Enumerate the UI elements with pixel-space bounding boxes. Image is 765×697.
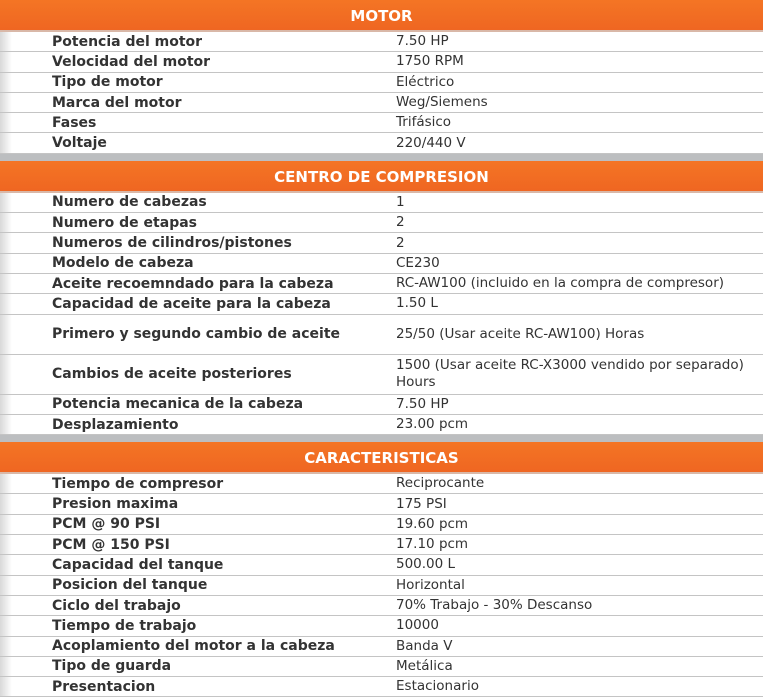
spec-label: Aceite recoemndado para la cabeza <box>52 275 334 292</box>
table-row <box>0 274 763 294</box>
spec-label: PCM @ 150 PSI <box>52 536 170 553</box>
spec-value: 1.50 L <box>396 295 438 312</box>
table-row <box>0 193 763 213</box>
table-row <box>0 52 763 72</box>
spec-label: Ciclo del trabajo <box>52 597 181 614</box>
spec-value: 10000 <box>396 617 439 634</box>
spec-label: Presentacion <box>52 678 156 695</box>
spec-label: Voltaje <box>52 135 107 152</box>
spec-value: 25/50 (Usar aceite RC-AW100) Horas <box>396 325 645 342</box>
spec-label: Posicion del tanque <box>52 577 208 594</box>
table-row <box>0 133 763 153</box>
table-row <box>0 515 763 535</box>
spec-value: 500.00 L <box>396 556 456 573</box>
table-row <box>0 395 763 415</box>
spec-value: 175 PSI <box>396 495 447 512</box>
table-row <box>0 677 763 697</box>
spec-label: Tipo de motor <box>52 74 163 91</box>
spec-label: Cambios de aceite posteriores <box>52 366 292 383</box>
spec-label: Marca del motor <box>52 94 182 111</box>
spec-value: Horizontal <box>396 576 465 593</box>
spec-value: Banda V <box>396 637 453 654</box>
spec-label: Primero y segundo cambio de aceite <box>52 326 341 343</box>
spec-label: Desplazamiento <box>52 416 179 433</box>
spec-value: 220/440 V <box>396 134 466 151</box>
table-row <box>0 596 763 616</box>
table-row <box>0 233 763 253</box>
section-header: MOTOR <box>0 0 763 32</box>
spec-label: Fases <box>52 114 97 131</box>
table-row <box>0 113 763 133</box>
spec-label: Potencia mecanica de la cabeza <box>52 396 304 413</box>
spec-value: Weg/Siemens <box>396 94 488 111</box>
spec-label: Tiempo de compresor <box>52 475 224 492</box>
spec-value: Reciprocante <box>396 475 485 492</box>
spec-value: 1750 RPM <box>396 53 464 70</box>
spec-label: Tipo de guarda <box>52 658 172 675</box>
spec-label: PCM @ 90 PSI <box>52 516 161 533</box>
spec-label: Presion maxima <box>52 496 179 513</box>
spec-label: Numeros de cilindros/pistones <box>52 235 292 252</box>
table-row <box>0 294 763 314</box>
spec-label: Capacidad de aceite para la cabeza <box>52 295 331 312</box>
section-header: CARACTERISTICAS <box>0 442 763 474</box>
spec-value: 7.50 HP <box>396 395 449 412</box>
spec-label: Acoplamiento del motor a la cabeza <box>52 638 335 655</box>
table-row <box>0 657 763 677</box>
table-row <box>0 494 763 514</box>
spec-value: 2 <box>396 234 405 251</box>
table-row <box>0 415 763 435</box>
table-row <box>0 254 763 274</box>
spec-value: CE230 <box>396 254 440 271</box>
spec-value: 1 <box>396 193 405 210</box>
spec-label: Capacidad del tanque <box>52 556 224 573</box>
spec-value: 19.60 pcm <box>396 515 469 532</box>
spec-value: 7.50 HP <box>396 33 449 50</box>
table-row <box>0 555 763 575</box>
spec-value: Trifásico <box>396 114 452 131</box>
spec-value: 70% Trabajo - 30% Descanso <box>396 597 593 614</box>
table-row <box>0 535 763 555</box>
table-row <box>0 32 763 52</box>
table-row <box>0 315 763 355</box>
spec-value: Estacionario <box>396 678 479 695</box>
spec-label: Numero de cabezas <box>52 194 207 211</box>
table-row <box>0 616 763 636</box>
table-row <box>0 93 763 113</box>
spec-value: RC-AW100 (incluido en la compra de compresor) <box>396 275 725 292</box>
table-row <box>0 576 763 596</box>
table-row <box>0 355 763 395</box>
spec-value: 17.10 pcm <box>396 536 469 553</box>
spec-label: Numero de etapas <box>52 214 197 231</box>
section-separator <box>0 435 763 442</box>
spec-label: Tiempo de trabajo <box>52 617 197 634</box>
section-header: CENTRO DE COMPRESION <box>0 161 763 193</box>
table-row <box>0 73 763 93</box>
spec-value: Eléctrico <box>396 73 455 90</box>
table-row <box>0 474 763 494</box>
spec-label: Velocidad del motor <box>52 53 211 70</box>
spec-value: 23.00 pcm <box>396 416 469 432</box>
spec-value: 2 <box>396 214 405 231</box>
table-row <box>0 637 763 657</box>
spec-value: 1500 (Usar aceite RC-X3000 vendido por separado) Hours <box>396 357 744 391</box>
spec-label: Modelo de cabeza <box>52 255 194 272</box>
table-row <box>0 213 763 233</box>
spec-label: Potencia del motor <box>52 33 203 50</box>
spec-value: Metálica <box>396 657 453 674</box>
section-separator <box>0 154 763 161</box>
